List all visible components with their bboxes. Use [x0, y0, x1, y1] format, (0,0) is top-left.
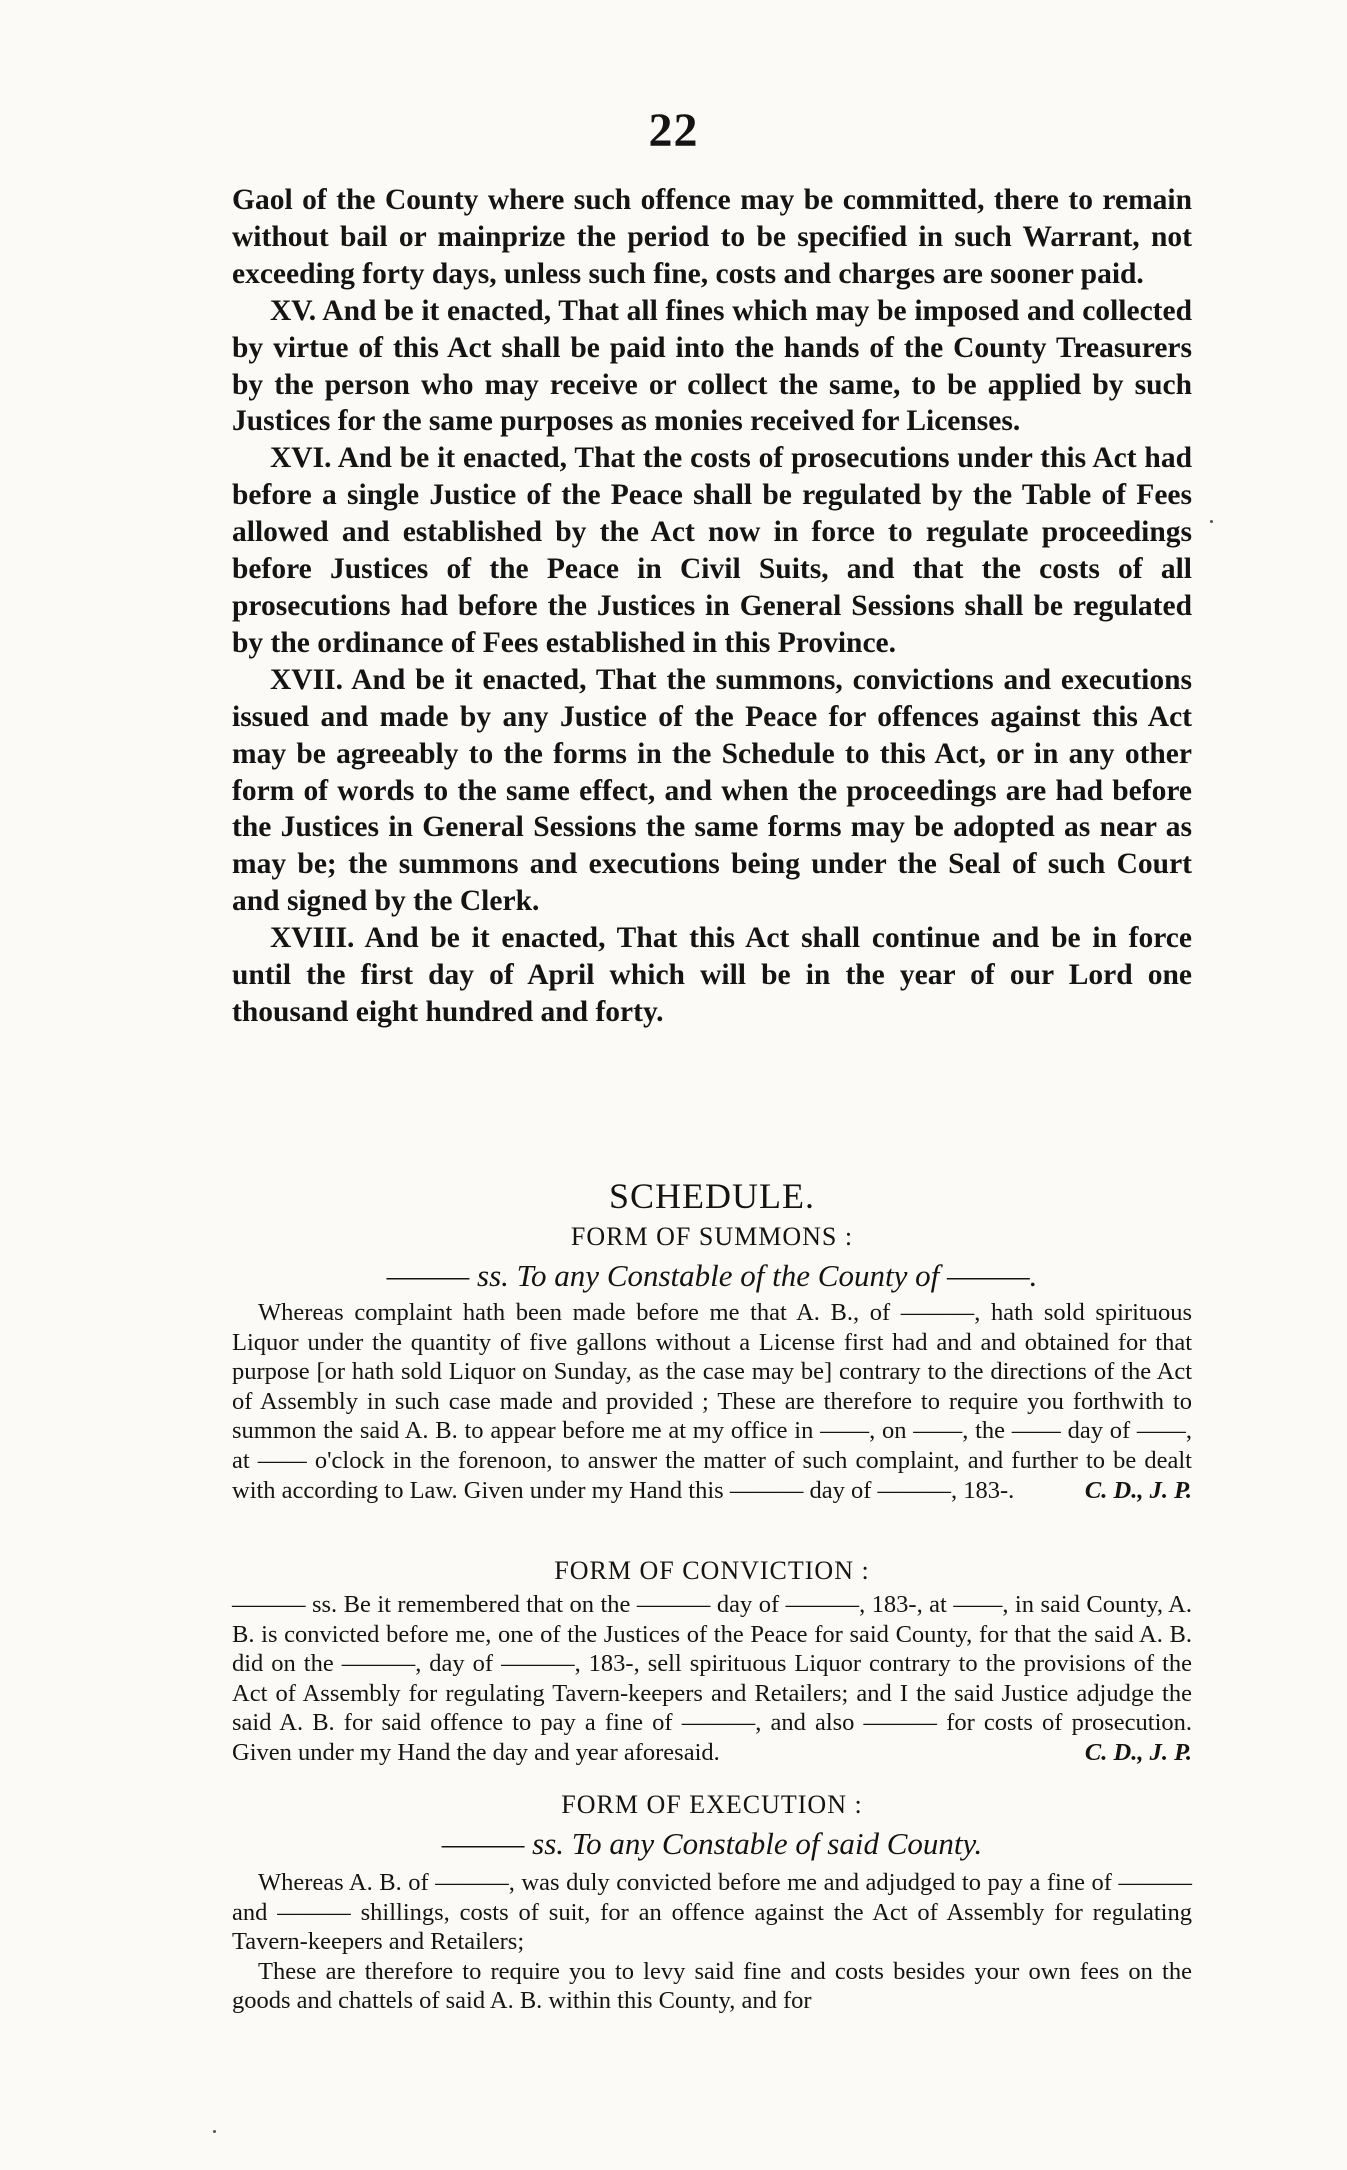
- summons-heading: FORM OF SUMMONS :: [570, 1222, 854, 1251]
- execution-paragraph-2: These are therefore to require you to levy said fine and costs besides your own fees on the goods and chattels of said A. B. within this County, and for: [232, 1957, 1192, 2015]
- scan-speck: [213, 2130, 216, 2133]
- section-continuation: Gaol of the County where such offence may be committed, there to remain without bail or mainprize the period to be specified in such Warrant, not exceeding forty days, unless such fine, costs and charges are sooner paid.: [232, 184, 1192, 290]
- conviction-form: [232, 1590, 1192, 1768]
- summons-signature: C. D., J. P.: [1084, 1476, 1192, 1504]
- execution-heading: FORM OF EXECUTION :: [561, 1790, 863, 1819]
- execution-venue: ——— ss. To any Constable of said County.: [441, 1826, 983, 1861]
- section-xvi: XVI. And be it enacted, That the costs of prosecutions under this Act had before a single Justice of the Peace shall be regulated by the Table of Fees allowed and established by the Act now in force to regulate proceedings before Justices of the Peace in Civil Suits, and that the costs of all prosecutions had before the Justices in General Sessions shall be regulated by the ordinance of Fees established in this Province.: [232, 442, 1192, 659]
- summons-form: [232, 1298, 1192, 1505]
- section-xv: XV. And be it enacted, That all fines which may be imposed and collected by virtue of this Act shall be paid into the hands of the County Treasurers by the person who may receive or collect the same, to be applied by such Justices for the same purposes as monies received for Licenses.: [232, 294, 1192, 438]
- section-xviii: XVIII. And be it enacted, That this Act shall continue and be in force until the first day of April which will be in the year of our Lord one thousand eight hundred and forty.: [232, 922, 1192, 1028]
- conviction-signature: C. D., J. P.: [1084, 1738, 1192, 1766]
- summons-text: Whereas complaint hath been made before me that A. B., of ———, hath sold spirituous Liquor under the quantity of five gallons without a License first had and and obtained for that purpose [or hath sold Liquor on Sunday, as the case may be] contrary to the directions of the Act of Assembly in such case made and provided ; These are therefore to require you forthwith to summon the said A. B. to appear before me at my office in ——, on ——, the —— day of ——, at —— o'clock in the forenoon, to answer the matter of such complaint, and further to be dealt with according to Law. Given under my Hand this ——— day of ———, 183-.: [232, 1299, 1192, 1504]
- conviction-text: ——— ss. Be it remembered that on the ——— day of ———, 183-, at ——, in said County, A. B. is convicted before me, one of the Justices of the Peace for said County, for that the said A. B. did on the ———, day of ———, 183-, sell spirituous Liquor contrary to the provisions of the Act of Assembly for regulating Tavern-keepers and Retailers; and I the said Justice adjudge the said A. B. for said offence to pay a fine of ———, and also ——— for costs of prosecution. Given under my Hand the day and year aforesaid.: [232, 1591, 1192, 1766]
- schedule-heading: SCHEDULE.: [609, 1176, 815, 1216]
- section-xvii: XVII. And be it enacted, That the summons, convictions and executions issued and made by any Justice of the Peace for offences against this Act may be agreeably to the forms in the Schedule to this Act, or in any other form of words to the same effect, and when the proceedings are had before the Justices in General Sessions the same forms may be adopted as near as may be; the summons and executions being under the Seal of such Court and signed by the Clerk.: [232, 663, 1192, 918]
- summons-venue: ——— ss. To any Constable of the County of ———.: [386, 1258, 1038, 1293]
- act-sections: [232, 182, 1192, 1031]
- page-number: 22: [648, 104, 699, 157]
- execution-form: [232, 1868, 1192, 2016]
- execution-paragraph-1: Whereas A. B. of ———, was duly convicted before me and adjudged to pay a fine of ——— and ——— shillings, costs of suit, for an offence against the Act of Assembly for regulating Tavern-keepers and Retailers;: [232, 1869, 1192, 1956]
- conviction-heading: FORM OF CONVICTION :: [554, 1556, 870, 1585]
- scan-speck: [1210, 520, 1213, 523]
